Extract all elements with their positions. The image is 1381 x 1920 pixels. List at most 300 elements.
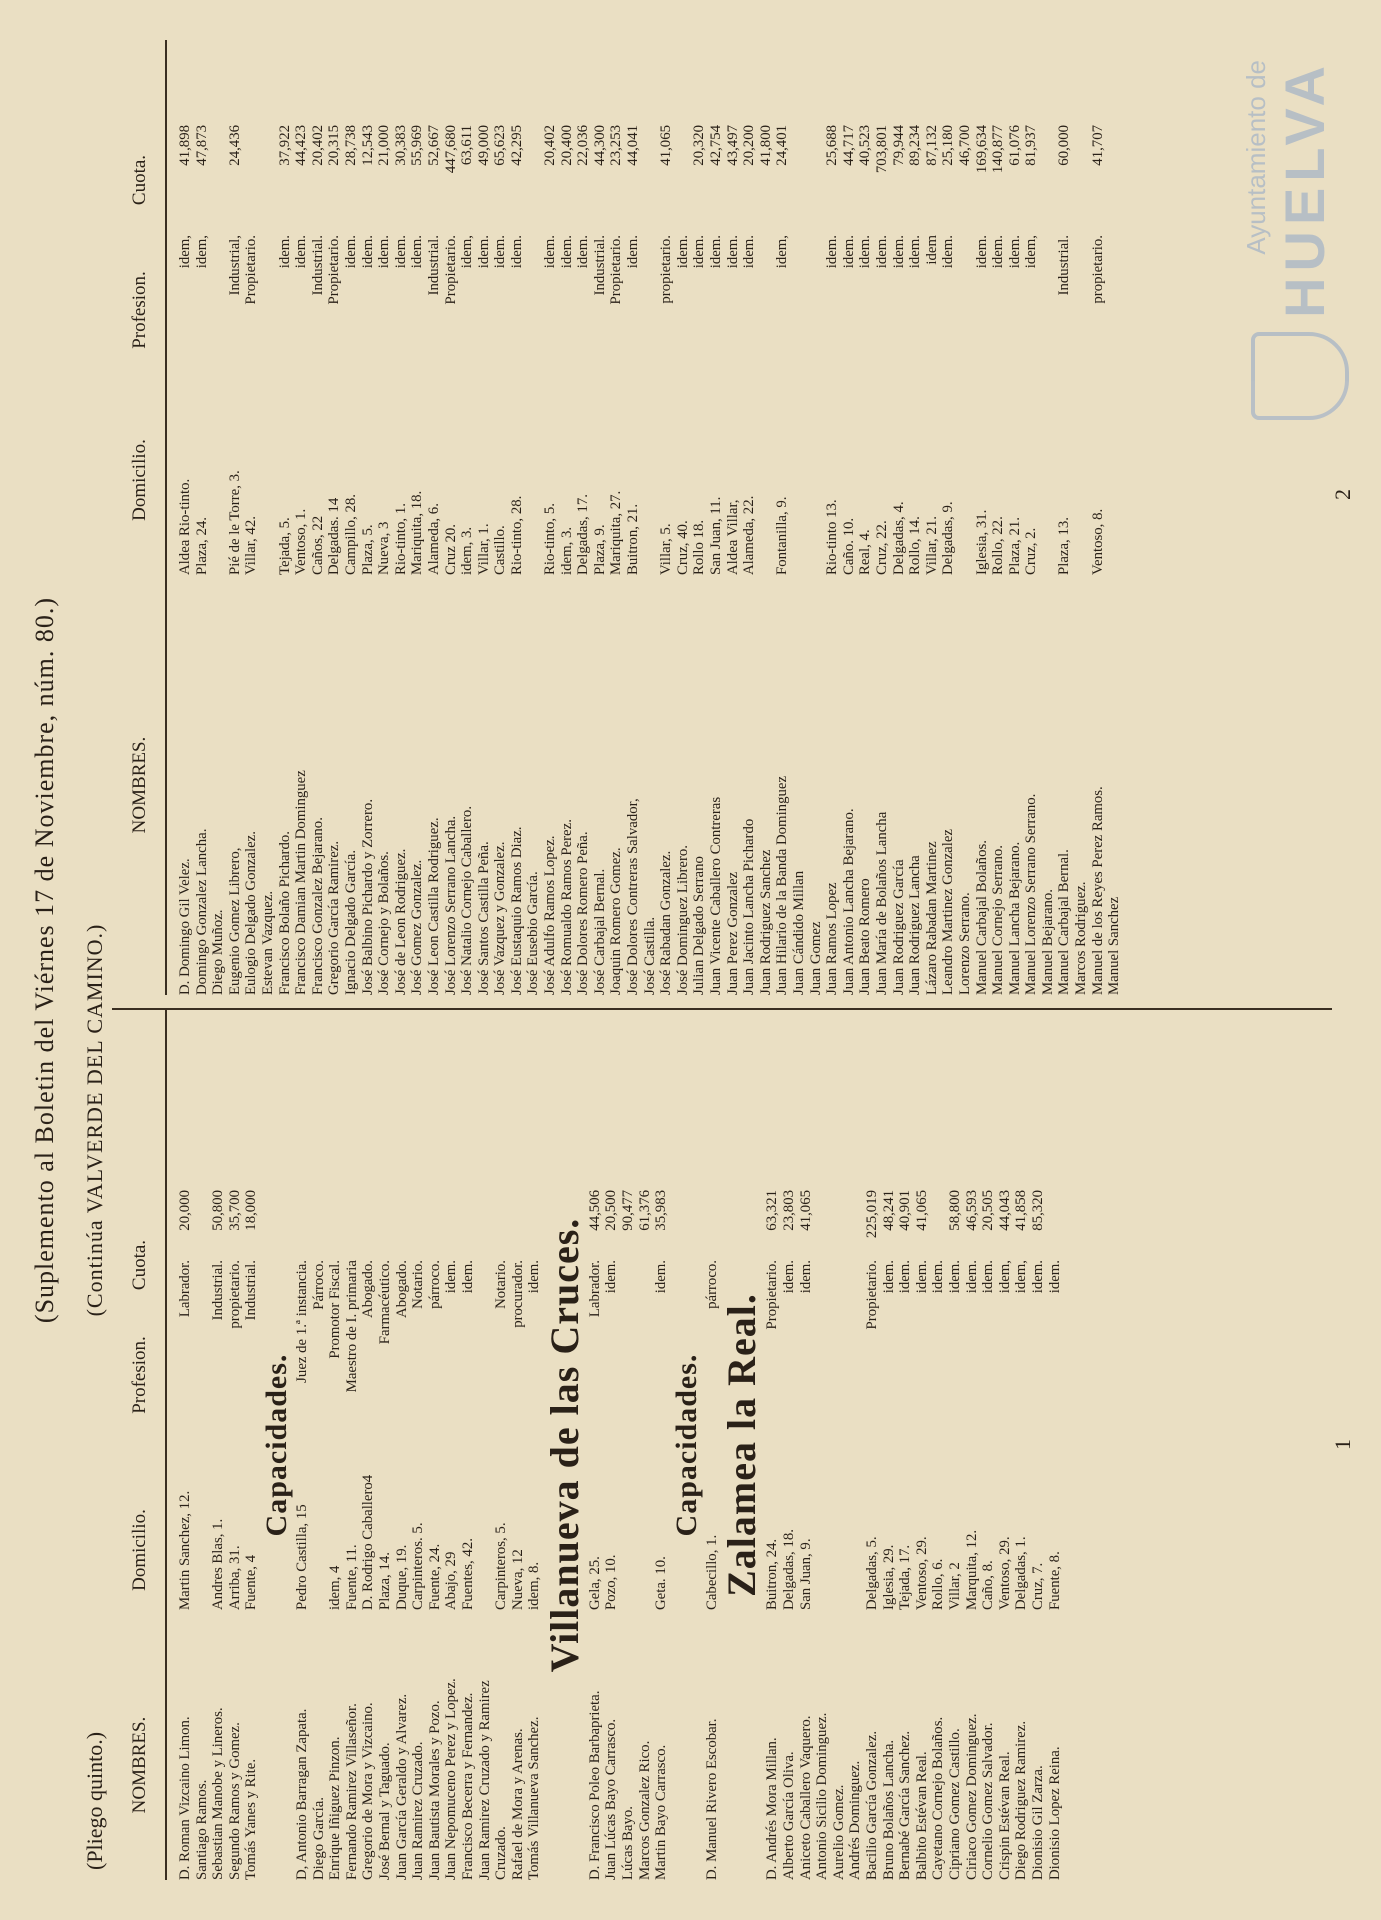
cell-domicilio: Delgadas, 18. [781, 1529, 798, 1610]
cell-cuota: 20,315 [326, 125, 343, 166]
cell-cuota [460, 1190, 477, 1260]
cell-domicilio: Delgadas, 5. [864, 1536, 880, 1610]
left-column-headers [115, 1010, 167, 1880]
cell-cuota: 46,593 [963, 1190, 980, 1231]
cell-profesion [1040, 235, 1057, 385]
table-row [774, 40, 791, 995]
table-row [377, 1010, 394, 1880]
cell-nombre: Dionisio Gil Zarza. [1029, 1765, 1046, 1880]
cell-domicilio: idem, 8. [526, 1561, 543, 1610]
table-row [857, 40, 874, 995]
cell-nombre: Ciriaco Gomez Dominguez. [963, 1713, 980, 1880]
cell-profesion [847, 1260, 864, 1430]
cell-domicilio: Delgadas, 17. [575, 494, 592, 575]
cell-domicilio: Mariquita, 27. [608, 490, 625, 575]
cell-cuota: 44,041 [625, 125, 642, 166]
table-row [930, 1010, 947, 1880]
cell-profesion: idem. [392, 235, 409, 269]
cell-nombre: Aurelio Gomez. [830, 1784, 847, 1880]
cell-domicilio: Nueva, 3 [376, 521, 393, 575]
table-row [974, 40, 991, 995]
cell-nombre: José Gomez Gonzalez. [409, 859, 426, 995]
cell-domicilio [1106, 385, 1123, 575]
cell-profesion: Párroco. [310, 1260, 327, 1310]
cell-profesion: Abogado. [393, 1260, 410, 1318]
cell-cuota: 61,376 [636, 1190, 653, 1231]
cell-profesion: procurador. [509, 1260, 526, 1328]
cell-cuota [260, 125, 277, 235]
cell-profesion: idem. [857, 235, 874, 269]
cell-profesion: idem. [558, 235, 575, 269]
table-row [764, 1010, 781, 1880]
table-row [177, 1010, 194, 1880]
cell-domicilio: Arriba, 31. [226, 1545, 243, 1610]
table-row [460, 1010, 477, 1880]
cell-nombre: José Dolores Contreras Salvador, [625, 798, 642, 995]
cell-cuota [194, 1190, 211, 1260]
table-row [509, 40, 526, 995]
table-row [427, 1010, 444, 1880]
cell-nombre: Juan Rodriguez Lancha [907, 855, 924, 995]
cell-cuota: 63,611 [459, 125, 476, 166]
cell-profesion: idem. [990, 235, 1007, 269]
cell-nombre: Sebastian Manobe y Lineros. [210, 1707, 227, 1880]
cell-domicilio: Fontanilla, 9. [774, 496, 791, 575]
cell-profesion: idem. [907, 235, 924, 269]
cell-profesion: Juez de 1.ª instancia. [293, 1260, 310, 1383]
cell-cuota [1073, 125, 1090, 235]
section-zalamea: Zalamea la Real. [719, 1293, 765, 1597]
cell-nombre: D. Francisco Poleo Barbaprieta. [586, 1690, 603, 1880]
table-row [1047, 1010, 1064, 1880]
cell-nombre: Juan Gomez [807, 921, 824, 995]
cell-nombre: Antonio Sicilio Dominguez. [814, 1712, 831, 1880]
table-row [344, 1010, 361, 1880]
cell-domicilio: Tejada, 17. [897, 1544, 914, 1610]
cell-profesion: idem. [797, 1260, 814, 1294]
cell-domicilio [831, 1430, 848, 1610]
cell-cuota: 20,000 [177, 1190, 193, 1231]
cell-cuota: 169,634 [973, 125, 990, 174]
cell-cuota: 44,423 [293, 125, 310, 166]
cell-nombre: José Dominguez Librero. [674, 845, 691, 995]
cell-profesion: idem. [674, 235, 691, 269]
cell-cuota: 23,253 [608, 125, 625, 166]
cell-cuota [675, 125, 692, 235]
cell-nombre: Diego García. [310, 1797, 327, 1880]
cell-profesion: idem. [973, 235, 990, 269]
cell-profesion: idem. [946, 1260, 963, 1294]
table-row [608, 40, 625, 995]
cell-nombre: José Rabadan Gonzalez. [658, 850, 675, 995]
cell-domicilio: Fuente, 8. [1046, 1551, 1063, 1610]
roster-group-zalamea [764, 1010, 1063, 1880]
cell-cuota: 41,898 [177, 125, 193, 166]
table-row [260, 40, 277, 995]
cell-nombre: José Natalio Cornejo Caballero. [459, 805, 476, 995]
cell-profesion: idem. [781, 1260, 798, 1294]
cell-cuota: 41,707 [1089, 125, 1106, 166]
cell-domicilio: D. Rodrigo Caballero4 [360, 1474, 377, 1610]
cell-nombre: Eulogio Delgado Gonzalez. [243, 831, 260, 995]
cell-cuota: 20,500 [603, 1190, 620, 1231]
cell-cuota: 87,132 [923, 125, 940, 166]
cell-cuota [427, 1190, 444, 1260]
cell-nombre: Francisco Becerra y Fernandez. [459, 1692, 476, 1880]
table-row [227, 40, 244, 995]
cell-profesion: Notario. [493, 1260, 510, 1309]
cell-profesion: idem. [741, 235, 758, 269]
cell-domicilio: Rio-tinto, 1. [392, 503, 409, 575]
table-row [343, 40, 360, 995]
cell-cuota [493, 1190, 510, 1260]
cell-domicilio: Rollo, 14. [907, 516, 924, 575]
cell-profesion: idem. [1006, 235, 1023, 269]
table-row [997, 1010, 1014, 1880]
cell-profesion: Industrial. [1056, 235, 1073, 296]
cell-cuota: 41,065 [797, 1190, 814, 1231]
cell-nombre: Cornelio Gomez Salvador. [980, 1722, 997, 1880]
cell-nombre: Gregorio de Mora y Vizcaino. [360, 1702, 377, 1880]
table-row [947, 1010, 964, 1880]
cell-cuota: 20,505 [980, 1190, 997, 1231]
cell-cuota: 23,803 [781, 1190, 798, 1231]
cell-profesion: idem. [724, 235, 741, 269]
cell-domicilio: Abajo, 29 [443, 1551, 460, 1610]
cell-nombre: Manuel Carbajal Bolaños. [973, 840, 990, 995]
table-row [1013, 1010, 1030, 1880]
cell-nombre: José Adulfo Ramos Lopez. [542, 835, 559, 995]
cell-cuota [808, 125, 825, 235]
table-row [327, 1010, 344, 1880]
cell-nombre: Francisco Gonzalez Bejarano. [309, 817, 326, 995]
cell-profesion [791, 235, 808, 385]
header-profesion: Profesion. [129, 1336, 150, 1414]
cell-profesion [808, 235, 825, 385]
cell-domicilio: Caños, 22 [309, 515, 326, 575]
table-row [758, 40, 775, 995]
section-capacidades-villanueva: Capacidades. [669, 1353, 703, 1537]
cell-domicilio: Fuente, 24. [426, 1543, 443, 1610]
cell-cuota: 24,401 [774, 125, 791, 166]
cell-domicilio [311, 1430, 328, 1610]
cell-cuota: 35,700 [226, 1190, 243, 1231]
right-column-headers [115, 40, 167, 995]
table-row [477, 1010, 494, 1880]
cell-nombre: Tomás Yanes y Rite. [243, 1758, 260, 1880]
cell-nombre: Bacilio García Gonzalez. [864, 1730, 880, 1880]
section-villanueva: Villanueva de las Cruces. [541, 1217, 587, 1673]
cell-profesion: idem. [890, 235, 907, 269]
cell-profesion: idem. [342, 235, 359, 269]
cell-cuota: 21,000 [376, 125, 393, 166]
cell-profesion [637, 1260, 654, 1430]
table-row [1106, 40, 1123, 995]
table-row [798, 1010, 815, 1880]
cell-domicilio: Campillo, 28. [342, 494, 359, 575]
cell-domicilio: Geta. 10. [653, 1556, 670, 1610]
cell-cuota [294, 1190, 311, 1260]
cell-cuota: 20,200 [741, 125, 758, 166]
cell-nombre: D, Antonio Barragan Zapata. [293, 1708, 310, 1880]
cell-nombre: Julian Delgado Serrano [691, 856, 708, 995]
cell-profesion: idem [923, 235, 940, 265]
cell-nombre: Diego Muñoz. [210, 909, 227, 995]
table-row [476, 40, 493, 995]
cell-profesion: párroco. [703, 1260, 720, 1309]
table-row [510, 1010, 527, 1880]
cell-cuota [1040, 125, 1057, 235]
cell-nombre: Andrés Dominguez. [847, 1760, 864, 1880]
cell-cuota [377, 1190, 394, 1260]
table-row [924, 40, 941, 995]
table-row [864, 1010, 881, 1880]
cell-profesion: idem. [625, 235, 642, 269]
table-row [907, 40, 924, 995]
cell-profesion: idem. [475, 235, 492, 269]
header-nombres: NOMBRES. [129, 1716, 150, 1814]
table-row [637, 1010, 654, 1880]
cell-nombre: José Leon Castilla Rodriguez. [425, 817, 442, 995]
cell-profesion: idem. [276, 235, 293, 269]
table-row [1023, 40, 1040, 995]
cell-domicilio: Buitron, 24. [764, 1538, 781, 1610]
cell-nombre: Joaquin Romero Gomez. [608, 847, 625, 995]
cell-profesion: Industrial. [591, 235, 608, 296]
cell-profesion: Farmacéutico. [376, 1260, 393, 1345]
cell-nombre: José de Leon Rodriguez. [392, 848, 409, 995]
cell-nombre: Manuel Lorenzo Serrano Serrano. [1023, 793, 1040, 995]
pliego-label: (Pliego quinto.) [82, 1731, 107, 1870]
cell-domicilio [477, 1430, 494, 1610]
cell-cuota: 52,667 [425, 125, 442, 166]
cell-cuota: 44,717 [840, 125, 857, 166]
left-column [115, 1010, 1063, 1880]
cell-profesion: idem, [996, 1260, 1013, 1294]
cell-domicilio [194, 1430, 211, 1610]
table-row [410, 1010, 427, 1880]
cell-cuota: 41,065 [658, 125, 675, 166]
cell-profesion: idem. [940, 235, 957, 269]
cell-nombre: José Cornejo y Bolaños. [376, 851, 393, 995]
table-row [725, 40, 742, 995]
cell-nombre: D. Andrés Mora Millan. [764, 1737, 781, 1880]
cell-nombre: Diego Rodriguez Ramirez. [1013, 1720, 1030, 1880]
table-row [847, 1010, 864, 1880]
cell-profesion: idem. [980, 1260, 997, 1294]
cell-nombre: José Bernal y Taguado. [376, 1742, 393, 1880]
cell-domicilio [957, 385, 974, 575]
cell-domicilio: Mariquita, 18. [409, 490, 426, 575]
cell-nombre: Balbito Estévan Real. [913, 1751, 930, 1880]
cell-cuota: 55,969 [409, 125, 426, 166]
cell-cuota: 41,858 [1013, 1190, 1030, 1231]
table-row [526, 1010, 543, 1880]
table-row [459, 40, 476, 995]
cell-profesion: Industrial. [210, 1260, 227, 1321]
cell-cuota [410, 1190, 427, 1260]
cell-cuota: 49,000 [475, 125, 492, 166]
cell-profesion: idem. [963, 1260, 980, 1294]
cell-profesion [1106, 235, 1123, 385]
cell-cuota: 20,402 [309, 125, 326, 166]
watermark [1241, 60, 1351, 420]
cell-cuota: 47,873 [193, 125, 210, 166]
cell-domicilio: Alameda, 22. [741, 495, 758, 575]
cell-nombre: Juan Vicente Caballero Contreras [708, 796, 724, 995]
table-row [1073, 40, 1090, 995]
cell-domicilio [620, 1430, 637, 1610]
cell-cuota: 42,754 [708, 125, 724, 166]
cell-profesion: idem, [177, 235, 193, 269]
cell-nombre: Leandro Martinez Gonzalez [940, 829, 957, 995]
table-row [957, 40, 974, 995]
cell-domicilio: Pozo, 10. [603, 1554, 620, 1610]
table-row [808, 40, 825, 995]
table-row [409, 40, 426, 995]
cell-cuota: 50,800 [210, 1190, 227, 1231]
cell-domicilio [758, 385, 775, 575]
cell-profesion: Industrial. [309, 235, 326, 296]
cell-nombre: Juan Rodriguez García [890, 859, 907, 995]
cell-domicilio: Delgadas, 1. [1013, 1536, 1030, 1610]
table-row [642, 40, 659, 995]
cell-profesion: idem. [526, 1260, 543, 1294]
cell-profesion: idem. [873, 235, 890, 269]
cell-profesion: idem. [508, 235, 525, 269]
roster-group-capacidades-valverde [294, 1010, 543, 1880]
cell-cuota [642, 125, 659, 235]
cell-domicilio [1040, 385, 1057, 575]
cell-nombre: José Santos Castilla Peña. [475, 841, 492, 995]
supplement-banner: (Suplemento al Boletin del Viérnes 17 de Noviembre, núm. 80.) [30, 596, 59, 1324]
cell-cuota: 42,295 [508, 125, 525, 166]
cell-nombre: Manuel Cornejo Serrano. [990, 845, 1007, 995]
cell-domicilio: Delgadas. 14 [326, 497, 343, 575]
cell-nombre: Juan Antonio Lancha Bejarano. [840, 808, 857, 995]
table-row [897, 1010, 914, 1880]
cell-profesion: idem, [193, 235, 210, 269]
table-row [990, 40, 1007, 995]
table-row [443, 40, 460, 995]
cell-cuota [311, 1190, 328, 1260]
cell-profesion: idem. [359, 235, 376, 269]
cell-profesion: propietario. [226, 1260, 243, 1329]
cell-nombre: Juan María de Bolaños Lancha [873, 811, 890, 995]
cell-profesion [620, 1260, 637, 1430]
table-row [426, 40, 443, 995]
cell-cuota: 20,400 [558, 125, 575, 166]
cell-domicilio: Andres Blas, 1. [210, 1518, 227, 1610]
table-row [1040, 40, 1057, 995]
cell-cuota [847, 1190, 864, 1260]
cell-cuota [210, 125, 227, 235]
cell-profesion: idem. [880, 1260, 897, 1294]
table-row [874, 40, 891, 995]
cell-nombre: Fernando Ramirez Villaseñor. [343, 1703, 360, 1880]
cell-domicilio: Iglesia, 31. [973, 509, 990, 575]
cell-cuota [1047, 1190, 1064, 1260]
table-row [831, 1010, 848, 1880]
cell-nombre: Cruzado. [493, 1826, 510, 1880]
cell-cuota [791, 125, 808, 235]
cell-domicilio: San Juan, 9. [797, 1538, 814, 1610]
cell-profesion: idem. [708, 235, 724, 269]
table-row [243, 1010, 260, 1880]
table-row [360, 1010, 377, 1880]
cell-domicilio: Rio-tinto 13. [824, 499, 841, 575]
cell-profesion [194, 1260, 211, 1430]
cell-cuota: 35,983 [653, 1190, 670, 1231]
cell-cuota: 44,506 [586, 1190, 603, 1231]
cell-profesion [814, 1260, 831, 1430]
cell-domicilio: Cruz, 22. [873, 520, 890, 575]
table-row [1030, 1010, 1047, 1880]
table-row [310, 40, 327, 995]
cell-profesion: idem. [1046, 1260, 1063, 1294]
cell-nombre: José Eustaquio Ramos Diaz. [508, 826, 525, 995]
cell-cuota: 447,680 [442, 125, 459, 174]
table-row [210, 1010, 227, 1880]
cell-profesion: idem. [691, 235, 708, 269]
cell-domicilio: Plaza, 24. [193, 517, 210, 575]
header-cuota-right: Cuota. [129, 154, 150, 206]
cell-domicilio [210, 385, 227, 575]
cell-cuota: 79,944 [890, 125, 907, 166]
cell-nombre: Juan Lúcas Bayo Carrasco. [603, 1718, 620, 1880]
cell-domicilio: idem, 4 [327, 1565, 344, 1610]
table-row [376, 40, 393, 995]
cell-cuota: 81,937 [1023, 125, 1040, 166]
cell-nombre: Alberto García Oliva. [781, 1751, 798, 1880]
cell-cuota: 46,700 [956, 125, 973, 166]
cell-profesion: Maestro de I. primaria [343, 1260, 360, 1393]
cell-cuota [526, 1190, 543, 1260]
cell-cuota: 44,300 [591, 125, 608, 166]
table-row [841, 40, 858, 995]
cell-nombre: Ignacio Delgado García. [342, 849, 359, 995]
cell-nombre: Juan Jacinto Lancha Pichardo [741, 818, 758, 995]
center-divider [112, 1008, 1332, 1010]
cell-cuota [510, 1190, 527, 1260]
cell-domicilio: Delgadas, 9. [940, 501, 957, 575]
cell-nombre: Manuel Sanchez [1106, 896, 1123, 995]
cell-domicilio: Castillo. [492, 525, 509, 575]
cell-domicilio: Real, 4. [857, 529, 874, 575]
cell-cuota [394, 1190, 411, 1260]
table-row [177, 40, 194, 995]
header-profesion-right: Profesion. [129, 271, 150, 349]
cell-profesion: idem. [409, 235, 426, 269]
cell-cuota: 63,321 [764, 1190, 781, 1231]
cell-profesion: propietario. [1089, 235, 1106, 304]
cell-domicilio [791, 385, 808, 575]
cell-profesion: idem. [492, 235, 509, 269]
roster-group-capacidades-villanueva [704, 1010, 721, 1880]
cell-domicilio: Cabecillo, 1. [703, 1534, 720, 1610]
cell-domicilio: San Juan, 11. [708, 496, 724, 575]
cell-cuota [327, 1190, 344, 1260]
cell-cuota: 85,320 [1029, 1190, 1046, 1231]
cell-cuota: 25,180 [940, 125, 957, 166]
cell-profesion: idem. [824, 235, 841, 269]
cell-cuota: 40,523 [857, 125, 874, 166]
cell-domicilio [637, 1430, 654, 1610]
cell-domicilio [808, 385, 825, 575]
cell-domicilio: Cruz, 7. [1029, 1562, 1046, 1610]
table-row [277, 40, 294, 995]
cell-nombre: Manuel Carbajal Bernal. [1056, 849, 1073, 995]
